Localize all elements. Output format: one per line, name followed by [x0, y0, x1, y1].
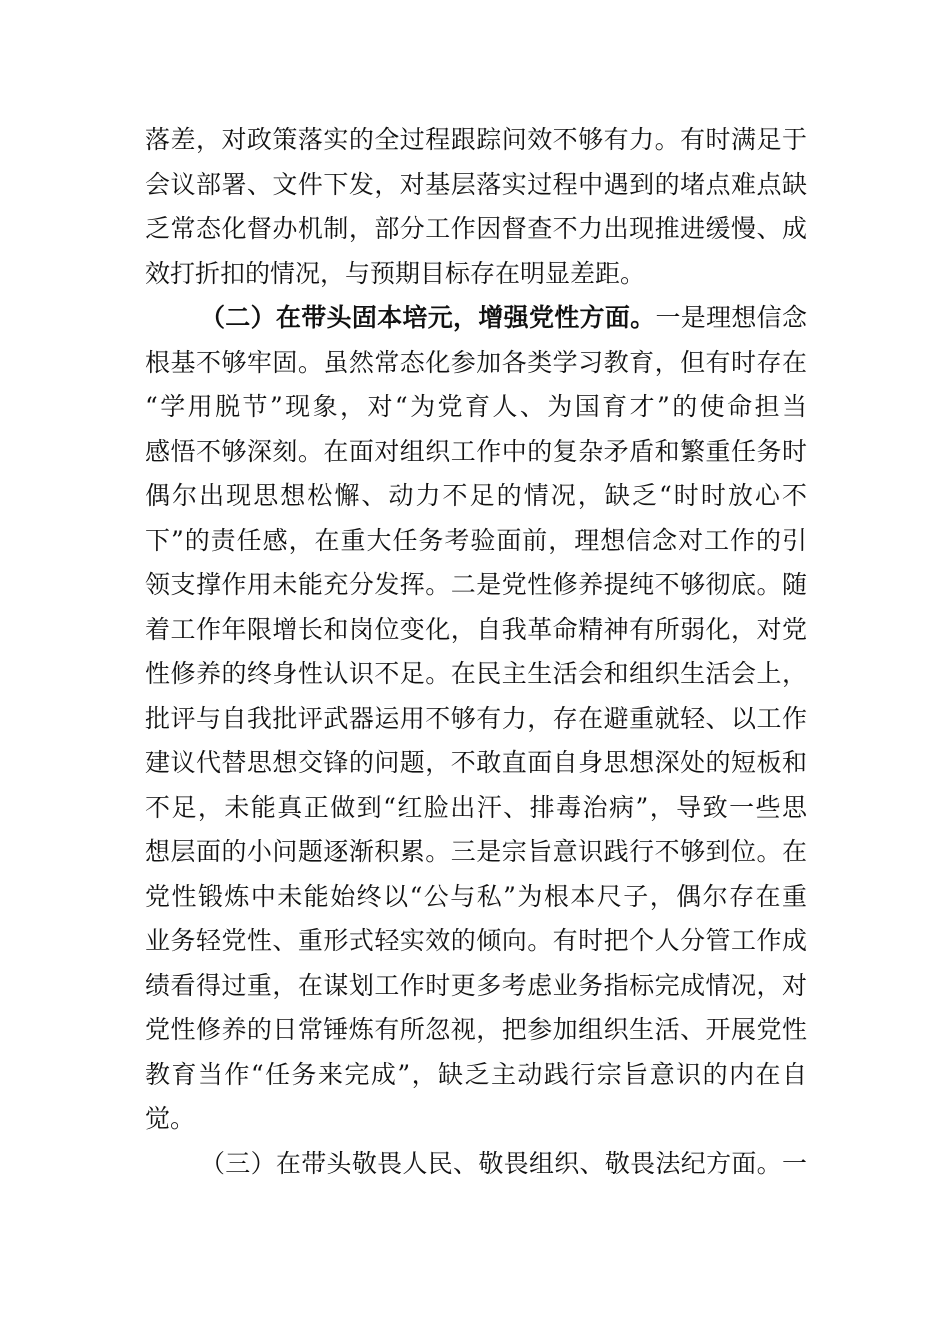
text-line: 教育当作“任务来完成”，缺乏主动践行宗旨意识的内在自 — [145, 1059, 807, 1089]
text-line: 觉。 — [145, 1104, 196, 1133]
text-line: 下”的责任感，在重大任务考验面前，理想信念对工作的引 — [145, 525, 807, 555]
text-line: 绩看得过重，在谋划工作时更多考虑业务指标完成情况，对 — [145, 970, 807, 1000]
text-line — [145, 296, 807, 341]
text-line: 想层面的小问题逐渐积累。三是宗旨意识践行不够到位。在 — [145, 837, 807, 866]
text-line: 效打折扣的情况，与预期目标存在明显差距。 — [145, 258, 646, 288]
text-line: 根基不够牢固。虽然常态化参加各类学习教育，但有时存在 — [145, 347, 807, 377]
text-line: 乏常态化督办机制，部分工作因督查不力出现推进缓慢、成 — [145, 214, 807, 243]
text-line: 着工作年限增长和岗位变化，自我革命精神有所弱化，对党 — [145, 614, 807, 644]
paragraph-1 — [145, 118, 807, 296]
text-line: 不足，未能真正做到“红脸出汗、排毒治病”，导致一些思 — [145, 792, 807, 822]
text-line: 偶尔出现思想松懈、动力不足的情况，缺乏“时时放心不 — [145, 481, 807, 510]
text-line: 批评与自我批评武器运用不够有力，存在避重就轻、以工作 — [145, 703, 807, 733]
paragraph-2 — [145, 296, 807, 1142]
paragraph-3 — [145, 1142, 807, 1187]
text-line: “学用脱节”现象，对“为党育人、为国育才”的使命担当 — [145, 392, 807, 421]
text-line: 业务轻党性、重形式轻实效的倾向。有时把个人分管工作成 — [145, 926, 807, 955]
text-span: 一是理想信念 — [655, 303, 807, 332]
text-line: 会议部署、文件下发，对基层落实过程中遇到的堵点难点缺 — [145, 169, 807, 199]
section-heading: （二）在带头固本培元，增强党性方面。 — [200, 303, 656, 332]
text-line: （三）在带头敬畏人民、敬畏组织、敬畏法纪方面。一 — [200, 1148, 807, 1178]
text-line: 领支撑作用未能充分发挥。二是党性修养提纯不够彻底。随 — [145, 570, 807, 599]
text-line: 感悟不够深刻。在面对组织工作中的复杂矛盾和繁重任务时 — [145, 436, 807, 466]
document-page — [145, 118, 807, 1186]
text-line: 党性锻炼中未能始终以“公与私”为根本尺子，偶尔存在重 — [145, 881, 807, 911]
text-line: 建议代替思想交锋的问题，不敢直面自身思想深处的短板和 — [145, 748, 807, 777]
text-line: 落差，对政策落实的全过程跟踪问效不够有力。有时满足于 — [145, 125, 807, 154]
text-line: 性修养的终身性认识不足。在民主生活会和组织生活会上， — [145, 659, 807, 688]
text-line: 党性修养的日常锤炼有所忽视，把参加组织生活、开展党性 — [145, 1015, 807, 1044]
